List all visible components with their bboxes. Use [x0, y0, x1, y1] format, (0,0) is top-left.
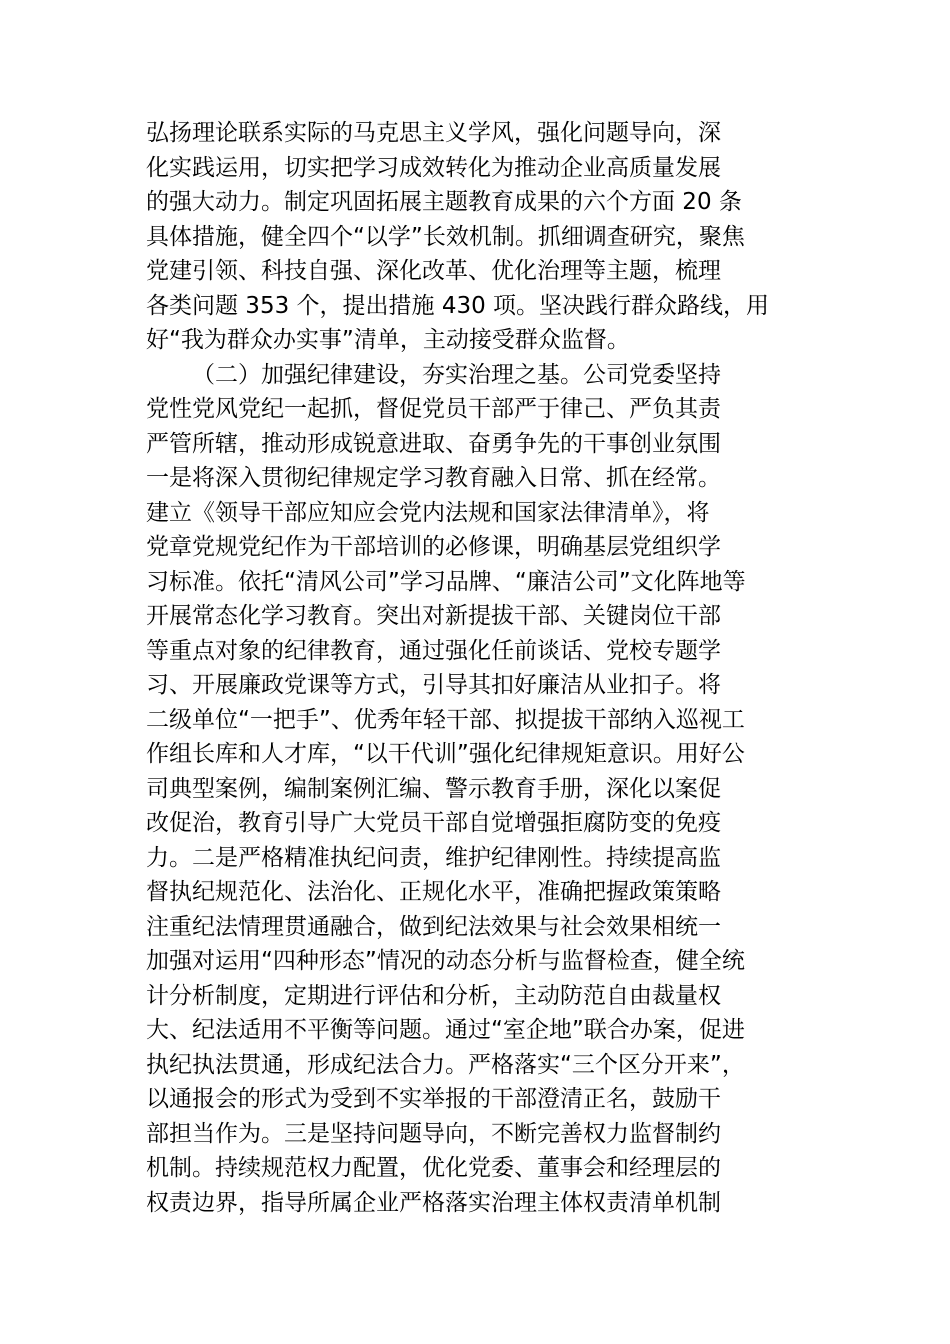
- text-line-14: 习标准。依托“清风公司”学习品牌、“廉洁公司”文化阵地等: [146, 568, 746, 595]
- text-line-6: 各类问题 353 个，提出措施 430 项。坚决践行群众路线，用: [146, 292, 770, 319]
- text-line-10: 严管所辖，推动形成锐意进取、奋勇争先的干事创业氛围: [146, 430, 721, 457]
- text-line-29: 以通报会的形式为受到不实举报的干部澄清正名，鼓励干: [146, 1086, 721, 1112]
- text-line-22: 力。二是严格精准执纪问责，维护纪律刚性。持续提高监: [146, 844, 721, 871]
- text-line-28: 执纪执法贯通，形成纪法合力。严格落实“三个区分开来”，: [146, 1051, 745, 1078]
- text-line-7: 好“我为群众办实事”清单，主动接受群众监督。: [146, 327, 630, 353]
- text-line-13: 党章党规党纪作为干部培训的必修课，明确基层党组织学: [146, 534, 721, 560]
- text-line-30: 部担当作为。三是坚持问题导向，不断完善权力监督制约: [146, 1120, 721, 1147]
- text-line-5: 党建引领、科技自强、深化改革、优化治理等主题，梳理: [146, 258, 721, 284]
- text-line-20: 司典型案例，编制案例汇编、警示教育手册，深化以案促: [146, 775, 721, 802]
- text-line-17: 习、开展廉政党课等方式，引导其扣好廉洁从业扣子。将: [146, 672, 721, 698]
- text-line-1: 弘扬理论联系实际的马克思主义学风，强化问题导向，深: [146, 120, 721, 146]
- text-line-9: 党性党风党纪一起抓，督促党员干部严于律己、严负其责: [146, 396, 721, 422]
- text-line-23: 督执纪规范化、法治化、正规化水平，准确把握政策策略: [146, 879, 721, 905]
- text-line-11: 一是将深入贯彻纪律规定学习教育融入日常、抓在经常。: [146, 465, 721, 491]
- text-line-4: 具体措施，健全四个“以学”长效机制。抓细调查研究，聚焦: [146, 223, 745, 250]
- section-heading-line: （二）加强纪律建设，夯实治理之基。公司党委坚持: [192, 361, 721, 388]
- text-line-3: 的强大动力。制定巩固拓展主题教育成果的六个方面 20 条: [146, 189, 742, 215]
- text-line-25: 加强对运用“四种形态”情况的动态分析与监督检查，健全统: [146, 948, 745, 974]
- text-line-15: 开展常态化学习教育。突出对新提拔干部、关键岗位干部: [146, 603, 721, 629]
- text-line-19: 作组长库和人才库，“以干代训”强化纪律规矩意识。用好公: [146, 741, 745, 767]
- text-line-21: 改促治，教育引导广大党员干部自觉增强拒腐防变的免疫: [146, 810, 721, 836]
- text-line-24: 注重纪法情理贯通融合，做到纪法效果与社会效果相统一: [146, 913, 721, 940]
- text-line-12: 建立《领导干部应知应会党内法规和国家法律清单》，将: [146, 499, 710, 526]
- text-line-27: 大、纪法适用不平衡等问题。通过“室企地”联合办案，促进: [146, 1017, 745, 1043]
- text-line-31: 机制。持续规范权力配置，优化党委、董事会和经理层的: [146, 1155, 721, 1181]
- text-line-18: 二级单位“一把手”、优秀年轻干部、拟提拔干部纳入巡视工: [146, 706, 745, 733]
- text-line-2: 化实践运用，切实把学习成效转化为推动企业高质量发展: [146, 154, 721, 181]
- text-line-26: 计分析制度，定期进行评估和分析，主动防范自由裁量权: [146, 982, 721, 1009]
- text-line-32: 权责边界，指导所属企业严格落实治理主体权责清单机制: [146, 1189, 721, 1216]
- body-text: [146, 116, 810, 1220]
- text-line-16: 等重点对象的纪律教育，通过强化任前谈话、党校专题学: [146, 637, 721, 664]
